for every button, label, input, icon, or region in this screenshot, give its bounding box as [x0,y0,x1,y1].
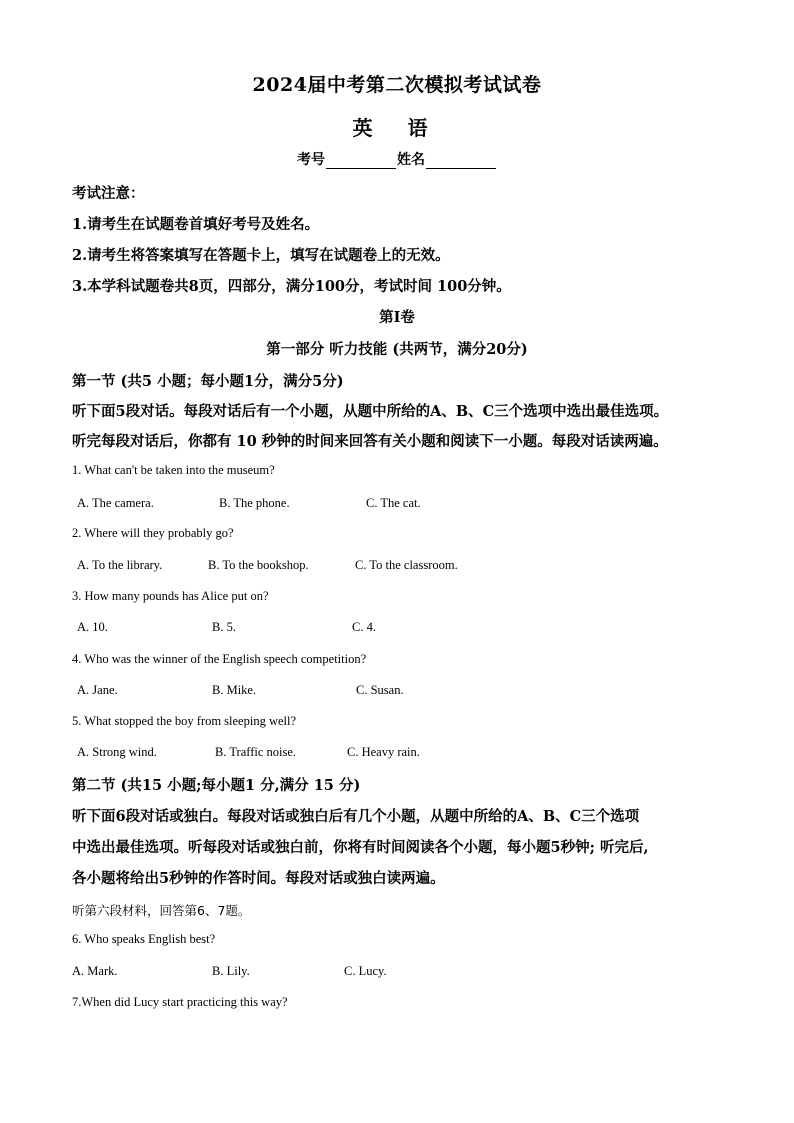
notice-item: 1.请考生在试题卷首填好考号及姓名。 [72,216,320,233]
section1-instruction: 听完每段对话后，你都有 10 秒钟的时间来回答有关小题和阅读下一小题。每段对话读两遍。 [72,433,668,450]
option-b: B. To the bookshop. [208,558,309,572]
option-c: C. Lucy. [344,964,387,978]
option-c: C. Heavy rain. [347,745,420,759]
option-b: B. Mike. [212,683,257,697]
section2-instruction: 听下面6段对话或独白。每段对话或独白后有几个小题，从题中所给的A、B、C三个选项 [72,808,640,825]
option-c: C. 4. [352,620,376,634]
question-stem: 1. What can't be taken into the museum? [72,463,275,477]
section1-heading: 第一节 (共5 小题；每小题1分，满分5分) [72,373,344,390]
name-blank [426,154,496,169]
name-label: 姓名 [397,152,425,168]
option-b: B. 5. [212,620,236,634]
option-b: B. The phone. [219,496,290,510]
notice-item: 3.本学科试题卷共8页，四部分，满分100分，考试时间 100分钟。 [72,278,511,295]
volume-heading: 第Ⅰ卷 [379,309,415,326]
part1-heading: 第一部分 听力技能 (共两节，满分20分) [266,341,528,358]
option-b: B. Lily. [212,964,250,978]
option-a: A. 10. [77,620,108,634]
material-note: 听第六段材料，回答第6、7题。 [72,903,251,918]
option-a: A. To the library. [77,558,163,572]
subject-title: 英 语 [352,116,442,140]
option-c: C. The cat. [366,496,421,510]
exam-title: 2024届中考第二次模拟考试试卷 [252,74,542,96]
option-a: A. Jane. [77,683,118,697]
option-b: B. Traffic noise. [215,745,297,759]
section2-instruction: 中选出最佳选项。听每段对话或独白前，你将有时间阅读各个小题，每小题5秒钟; 听完后, [72,839,649,856]
notice-heading: 考试注意： [72,185,145,202]
question-stem: 7.When did Lucy start practicing this way? [72,995,288,1009]
question-stem: 5. What stopped the boy from sleeping well? [72,714,297,728]
question-stem: 3. How many pounds has Alice put on? [72,589,269,603]
candidate-info-line [0,149,794,169]
option-a: A. Strong wind. [77,745,157,759]
question-stem: 2. Where will they probably go? [72,526,234,540]
section2-instruction: 各小题将给出5秒钟的作答时间。每段对话或独白读两遍。 [72,870,445,887]
section1-instruction: 听下面5段对话。每段对话后有一个小题，从题中所给的A、B、C三个选项中选出最佳选项。 [72,403,669,420]
question-stem: 4. Who was the winner of the English speech competition? [72,652,367,666]
option-a: A. The camera. [77,496,154,510]
exam-number-label: 考号 [297,152,325,168]
exam-number-blank [326,154,396,169]
option-c: C. To the classroom. [355,558,458,572]
notice-item: 2.请考生将答案填写在答题卡上，填写在试题卷上的无效。 [72,247,450,264]
section2-heading: 第二节 (共15 小题;每小题1 分,满分 15 分) [72,777,361,794]
option-a: A. Mark. [72,964,118,978]
option-c: C. Susan. [356,683,404,697]
question-stem: 6. Who speaks English best? [72,932,216,946]
